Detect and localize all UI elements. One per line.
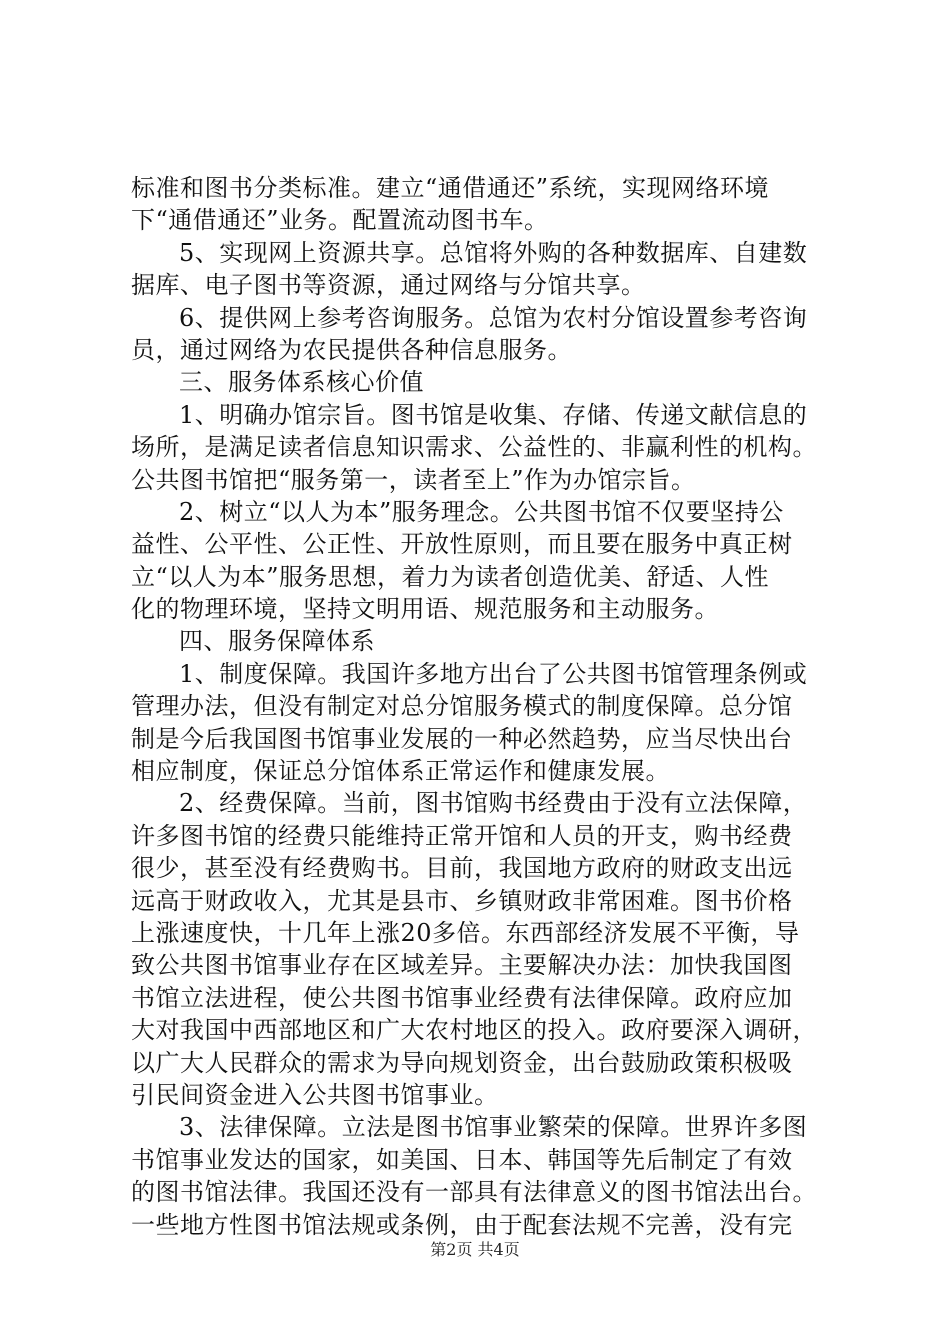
page-footer: 第2页 共4页 bbox=[430, 1240, 520, 1259]
text-line: 书馆事业发达的国家，如美国、日本、韩国等先后制定了有效 bbox=[131, 1145, 793, 1174]
text-line: 立“以人为本”服务思想，着力为读者创造优美、舒适、人性 bbox=[131, 562, 770, 591]
text-line: 化的物理环境，坚持文明用语、规范服务和主动服务。 bbox=[131, 595, 719, 624]
text-line: 5、实现网上资源共享。总馆将外购的各种数据库、自建数 bbox=[179, 238, 808, 267]
text-line: 制是今后我国图书馆事业发展的一种必然趋势，应当尽快出台 bbox=[131, 724, 793, 753]
text-line: 标准和图书分类标准。建立“通借通还”系统，实现网络环境 bbox=[131, 174, 770, 202]
text-line: 据库、电子图书等资源，通过网络与分馆共享。 bbox=[131, 271, 646, 300]
text-line: 远高于财政收入，尤其是县市、乡镇财政非常困难。图书价格 bbox=[131, 886, 793, 915]
text-line: 致公共图书馆事业存在区域差异。主要解决办法：加快我国图 bbox=[131, 951, 793, 980]
text-line: 许多图书馆的经费只能维持正常开馆和人员的开支，购书经费 bbox=[131, 821, 793, 850]
section-heading: 四、服务保障体系 bbox=[179, 627, 375, 656]
text-line: 一些地方性图书馆法规或条例，由于配套法规不完善，没有完 bbox=[131, 1210, 793, 1239]
text-line: 2、树立“以人为本”服务理念。公共图书馆不仅要坚持公 bbox=[179, 497, 784, 526]
text-line: 2、经费保障。当前，图书馆购书经费由于没有立法保障， bbox=[179, 789, 808, 818]
text-line: 很少，甚至没有经费购书。目前，我国地方政府的财政支出远 bbox=[131, 854, 793, 883]
text-line: 管理办法，但没有制定对总分馆服务模式的制度保障。总分馆 bbox=[131, 692, 793, 721]
text-line: 下“通借通还”业务。配置流动图书车。 bbox=[131, 206, 549, 235]
text-line: 相应制度，保证总分馆体系正常运作和健康发展。 bbox=[131, 757, 670, 786]
text-line: 益性、公平性、公正性、开放性原则，而且要在服务中真正树 bbox=[131, 530, 793, 559]
text-line: 公共图书馆把“服务第一，读者至上”作为办馆宗旨。 bbox=[131, 465, 696, 494]
text-line: 引民间资金进入公共图书馆事业。 bbox=[131, 1080, 499, 1109]
text-line: 以广大人民群众的需求为导向规划资金，出台鼓励政策积极吸 bbox=[131, 1048, 793, 1077]
text-line: 员，通过网络为农民提供各种信息服务。 bbox=[131, 335, 572, 364]
text-line: 的图书馆法律。我国还没有一部具有法律意义的图书馆法出台。 bbox=[131, 1178, 817, 1207]
section-heading: 三、服务体系核心价值 bbox=[179, 368, 424, 397]
text-line: 大对我国中西部地区和广大农村地区的投入。政府要深入调研， bbox=[131, 1016, 817, 1045]
text-line: 1、制度保障。我国许多地方出台了公共图书馆管理条例或 bbox=[179, 659, 808, 688]
text-line: 场所，是满足读者信息知识需求、公益性的、非赢利性的机构。 bbox=[131, 433, 817, 462]
text-line: 上涨速度快，十几年上涨20多倍。东西部经济发展不平衡，导 bbox=[131, 918, 800, 947]
text-line: 6、提供网上参考咨询服务。总馆为农村分馆设置参考咨询 bbox=[179, 303, 808, 332]
text-line: 1、明确办馆宗旨。图书馆是收集、存储、传递文献信息的 bbox=[179, 400, 808, 429]
document-body bbox=[131, 172, 831, 1241]
text-line: 书馆立法进程，使公共图书馆事业经费有法律保障。政府应加 bbox=[131, 983, 793, 1012]
text-line: 3、法律保障。立法是图书馆事业繁荣的保障。世界许多图 bbox=[179, 1113, 808, 1142]
